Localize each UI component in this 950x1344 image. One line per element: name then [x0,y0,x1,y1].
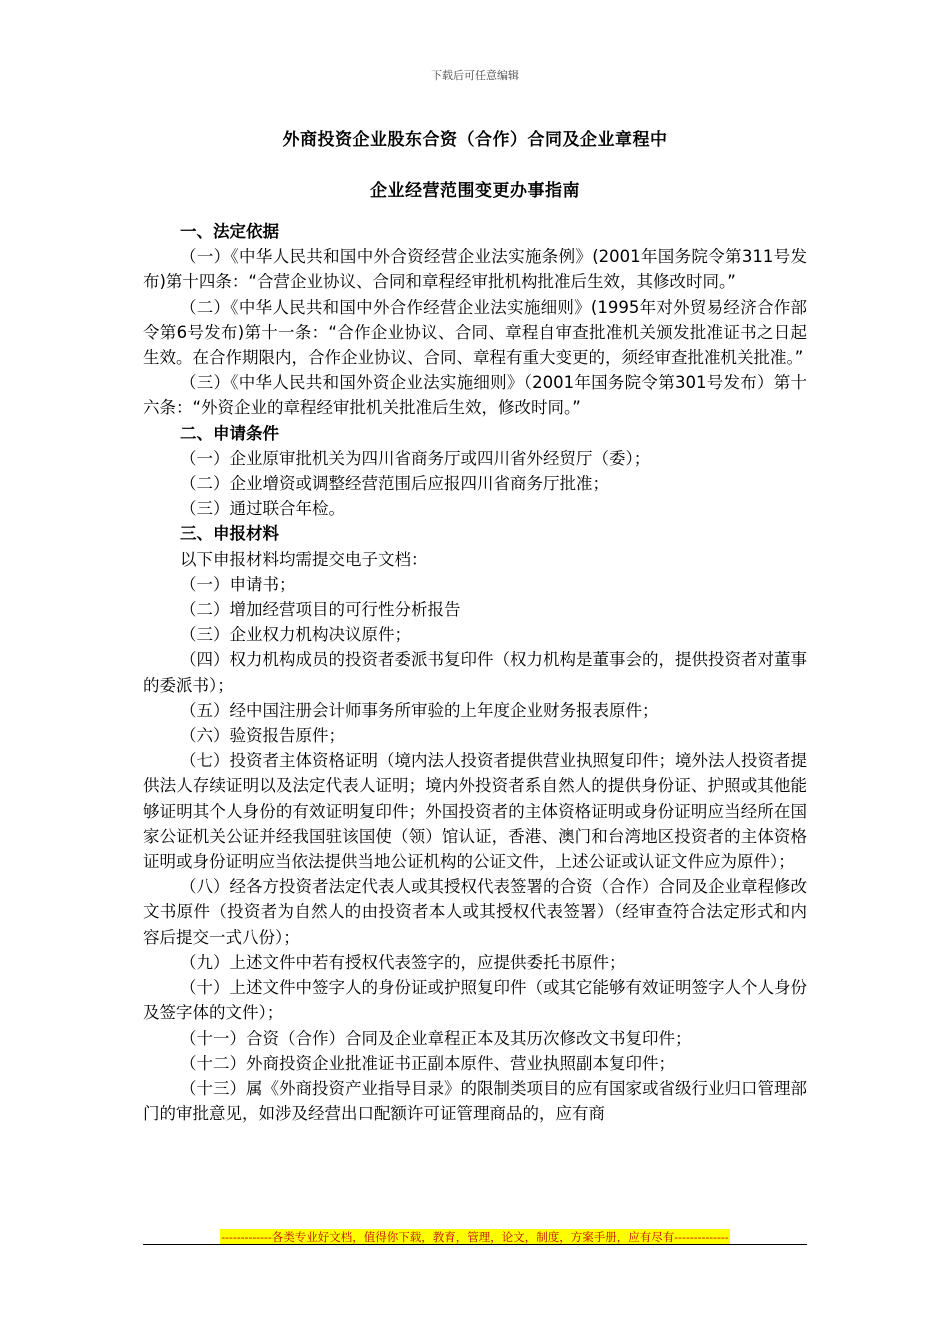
paragraph: （七）投资者主体资格证明（境内法人投资者提供营业执照复印件；境外法人投资者提供法人存续证明以及法定代表人证明；境内外投资者系自然人的提供身份证、护照或其他能够证明其个人身份的有效证明复印件；外国投资者的主体资格证明或身份证明应当经所在国家公证机关公证并经我国驻该国使（领）馆认证，香港、澳门和台湾地区投资者的主体资格证明或身份证明应当依法提供当地公证机构的公证文件，上述公证或认证文件应为原件）； [143,751,807,872]
promo-footer-text: -------------各类专业好文档，值得你下载，教育，管理，论文，制度，方案手册，应有尽有-------------- [221,1230,729,1244]
paragraph: （三）通过联合年检。 [180,499,345,519]
paragraph: （十）上述文件中签字人的身份证或护照复印件（或其它能够有效证明签字人个人身份及签字体的文件）； [143,978,807,1023]
document-body [143,219,807,1126]
paragraph: （十三）属《外商投资产业指导目录》的限制类项目的应有国家或省级行业归口管理部门的审批意见，如涉及经营出口配额许可证管理商品的，应有商 [143,1078,807,1124]
paragraph: （一）申请书； [180,574,296,594]
paragraph: （六）验资报告原件； [180,726,345,746]
paragraph: （一）《中华人民共和国中外合资经营企业法实施条例》(2001年国务院令第311号发布)第十四条：“合营企业协议、合同和章程经审批机构批准后生效，其修改时同。” [143,247,807,292]
paragraph: （一）企业原审批机关为四川省商务厅或四川省外经贸厅（委）； [180,448,651,468]
paragraph: （二）《中华人民共和国中外合作经营企业法实施细则》(1995年对外贸易经济合作部令第6号发布)第十一条：“合作企业协议、合同、章程自审查批准机关颁发批准证书之日起生效。在合作期限内，合作企业协议、合同、章程有重大变更的，须经审查批准机关批准。” [143,297,807,368]
section-heading: 二、申请条件 [180,423,279,443]
paragraph: （十一）合资（合作）合同及企业章程正本及其历次修改文书复印件； [180,1028,692,1048]
paragraph: （二）企业增资或调整经营范围后应报四川省商务厅批准； [180,474,609,494]
section-heading: 三、申报材料 [180,524,279,544]
download-note: 下载后可任意编辑 [431,69,519,82]
document-title-line-2: 企业经营范围变更办事指南 [370,181,580,201]
paragraph: （八）经各方投资者法定代表人或其授权代表签署的合资（合作）合同及企业章程修改文书原件（投资者为自然人的由投资者本人或其授权代表签署）（经审查符合法定形式和内容后提交一式八份）； [143,877,807,947]
paragraph: （十二）外商投资企业批准证书正副本原件、营业执照副本复印件； [180,1053,675,1073]
paragraph: （三）企业权力机构决议原件； [180,625,411,645]
document-title-line-1: 外商投资企业股东合资（合作）合同及企业章程中 [282,130,668,150]
paragraph: 以下申报材料均需提交电子文档： [180,549,428,569]
section-heading: 一、法定依据 [180,222,279,241]
promo-footer [143,1226,807,1245]
paragraph: （五）经中国注册会计师事务所审验的上年度企业财务报表原件； [180,700,659,720]
paragraph: （二）增加经营项目的可行性分析报告 [180,600,461,620]
paragraph: （三）《中华人民共和国外资企业法实施细则》（2001年国务院令第301号发布）第十六条：“外资企业的章程经审批机关批准后生效，修改时同。” [143,373,807,418]
paragraph: （四）权力机构成员的投资者委派书复印件（权力机构是董事会的，提供投资者对董事的委派书）； [143,650,807,695]
footer-divider [143,1244,807,1245]
paragraph: （九）上述文件中若有授权代表签字的，应提供委托书原件； [180,952,626,972]
